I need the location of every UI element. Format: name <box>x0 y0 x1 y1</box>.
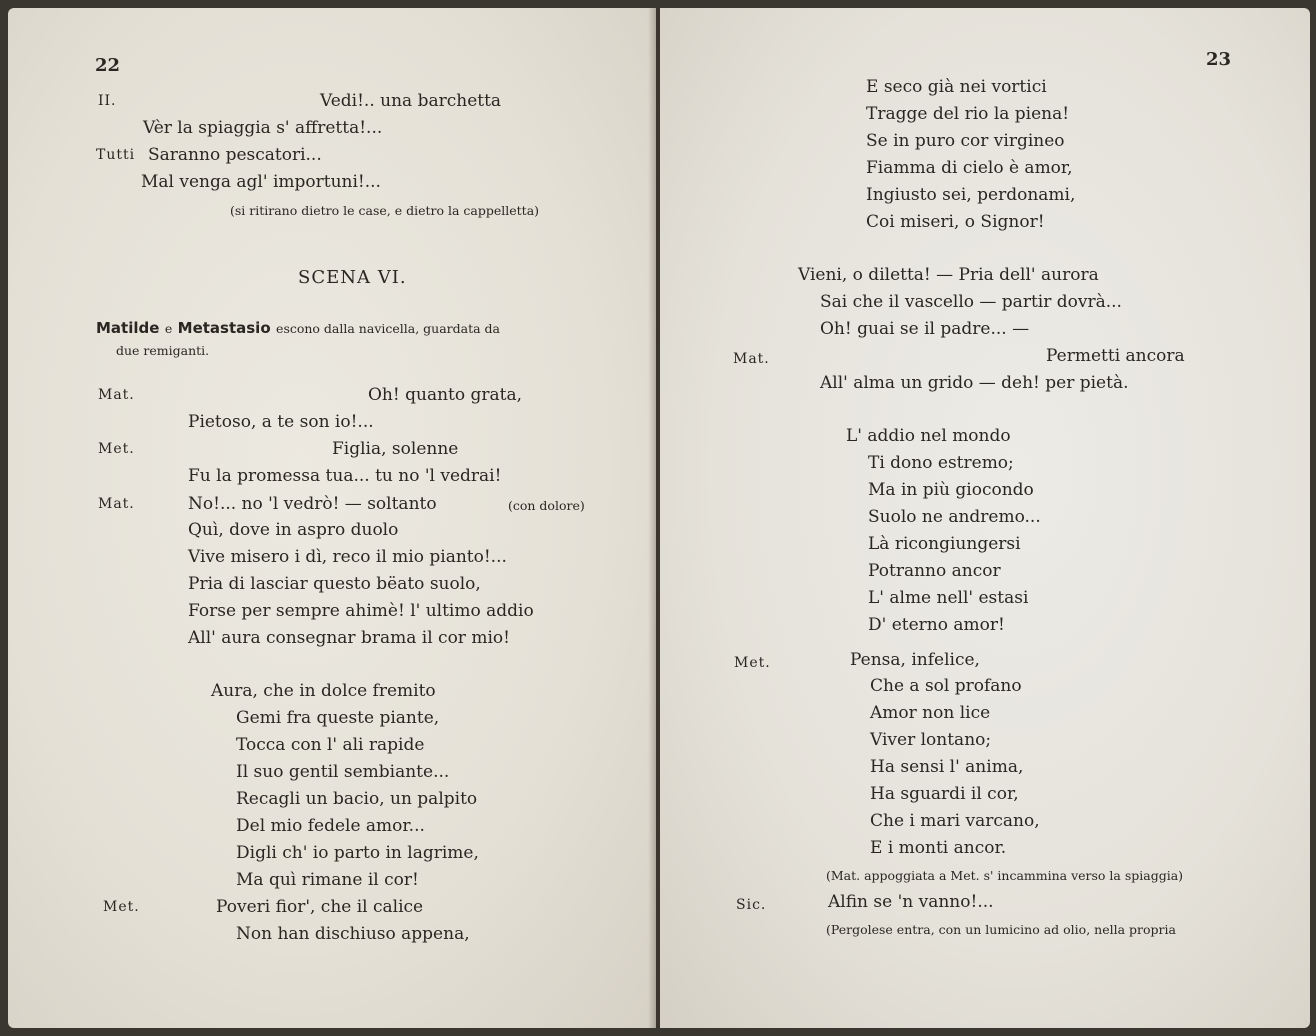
character-name: Metastasio <box>177 319 271 337</box>
page-number: 23 <box>1206 49 1232 70</box>
verse-line: All' aura consegnar brama il cor mio! <box>188 628 510 648</box>
verse-line: Vieni, o diletta! — Pria dell' aurora <box>798 265 1099 285</box>
verse-line: Potranno ancor <box>868 561 1001 581</box>
verse-line: Viver lontano; <box>870 730 992 750</box>
speaker: Met. <box>734 655 771 671</box>
verse-line: Mal venga agl' importuni!... <box>141 172 381 192</box>
speaker: II. <box>98 93 117 109</box>
verse-line: Recagli un bacio, un palpito <box>236 789 478 809</box>
verse-line: Coi miseri, o Signor! <box>866 212 1045 232</box>
verse-line: Se in puro cor virgineo <box>866 131 1065 151</box>
verse-line: Quì, dove in aspro duolo <box>188 520 399 540</box>
verse-line: Gemi fra queste piante, <box>236 708 440 728</box>
verse-line: Amor non lice <box>870 703 991 723</box>
verse-line: L' addio nel mondo <box>846 426 1011 446</box>
scene-title: SCENA VI. <box>298 267 407 288</box>
speaker: Met. <box>98 441 135 457</box>
verse-line: Del mio fedele amor... <box>236 816 425 836</box>
verse-line: Saranno pescatori... <box>148 145 322 165</box>
verse-line: Oh! quanto grata, <box>368 385 523 405</box>
verse-line: Pietoso, a te son io!... <box>188 412 374 432</box>
verse-line: Vèr la spiaggia s' affretta!... <box>143 118 383 138</box>
verse-line: Figlia, solenne <box>332 439 459 459</box>
speaker: Met. <box>103 899 140 915</box>
verse-line: Ha sensi l' anima, <box>870 757 1024 777</box>
verse-line: Sai che il vascello — partir dovrà... <box>820 292 1122 312</box>
verse-line: Pensa, infelice, <box>850 650 980 670</box>
verse-line: Là ricongiungersi <box>868 534 1021 554</box>
verse-line: Tocca con l' ali rapide <box>236 735 425 755</box>
stage-direction: (con dolore) <box>508 498 585 513</box>
stage-direction: (Mat. appoggiata a Met. s' incammina verso la spiaggia) <box>826 868 1184 883</box>
left-page <box>8 8 656 1028</box>
verse-line: Ingiusto sei, perdonami, <box>866 185 1076 205</box>
verse-line: Permetti ancora <box>1046 346 1185 366</box>
verse-line: Aura, che in dolce fremito <box>211 681 436 701</box>
stage-heading: Matilde e Metastasio escono dalla navicella, guardata da <box>96 319 501 337</box>
speaker: Tutti <box>96 147 136 163</box>
verse-line: Alfin se 'n vanno!... <box>828 892 994 912</box>
character-name: Matilde <box>96 319 160 337</box>
speaker: Mat. <box>733 351 770 367</box>
speaker: Mat. <box>98 496 135 512</box>
verse-line: Fiamma di cielo è amor, <box>866 158 1073 178</box>
verse-line: Vedi!.. una barchetta <box>320 91 502 111</box>
verse-line: Poveri fior', che il calice <box>216 897 424 917</box>
verse-line: Vive misero i dì, reco il mio pianto!... <box>188 547 507 567</box>
right-page <box>660 8 1310 1028</box>
stage-direction: (si ritirano dietro le case, e dietro la cappelletta) <box>230 203 540 218</box>
verse-line: Suolo ne andremo... <box>868 507 1041 527</box>
stage-direction: due remiganti. <box>116 343 210 358</box>
verse-line: Oh! guai se il padre... — <box>820 319 1030 339</box>
verse-line: No!... no 'l vedrò! — soltanto <box>188 494 437 514</box>
verse-line: D' eterno amor! <box>868 615 1005 635</box>
verse-line: Fu la promessa tua... tu no 'l vedrai! <box>188 466 502 486</box>
verse-line: All' alma un grido — deh! per pietà. <box>820 373 1129 393</box>
verse-line: Che i mari varcano, <box>870 811 1040 831</box>
verse-line: Forse per sempre ahimè! l' ultimo addio <box>188 601 534 621</box>
page-number: 22 <box>95 55 121 76</box>
verse-line: Ma in più giocondo <box>868 480 1034 500</box>
verse-line: Digli ch' io parto in lagrime, <box>236 843 479 863</box>
verse-line: Tragge del rio la piena! <box>866 104 1070 124</box>
verse-line: Pria di lasciar questo bëato suolo, <box>188 574 481 594</box>
verse-line: Non han dischiuso appena, <box>236 924 470 944</box>
verse-line: Il suo gentil sembiante... <box>236 762 450 782</box>
verse-line: E seco già nei vortici <box>866 77 1047 97</box>
speaker: Mat. <box>98 387 135 403</box>
verse-line: E i monti ancor. <box>870 838 1007 858</box>
verse-line: Ma quì rimane il cor! <box>236 870 419 890</box>
verse-line: L' alme nell' estasi <box>868 588 1029 608</box>
stage-direction: (Pergolese entra, con un lumicino ad olio, nella propria <box>826 922 1176 937</box>
verse-line: Ha sguardi il cor, <box>870 784 1019 804</box>
verse-line: Che a sol profano <box>870 676 1022 696</box>
speaker: Sic. <box>736 897 767 913</box>
verse-line: Ti dono estremo; <box>868 453 1014 473</box>
